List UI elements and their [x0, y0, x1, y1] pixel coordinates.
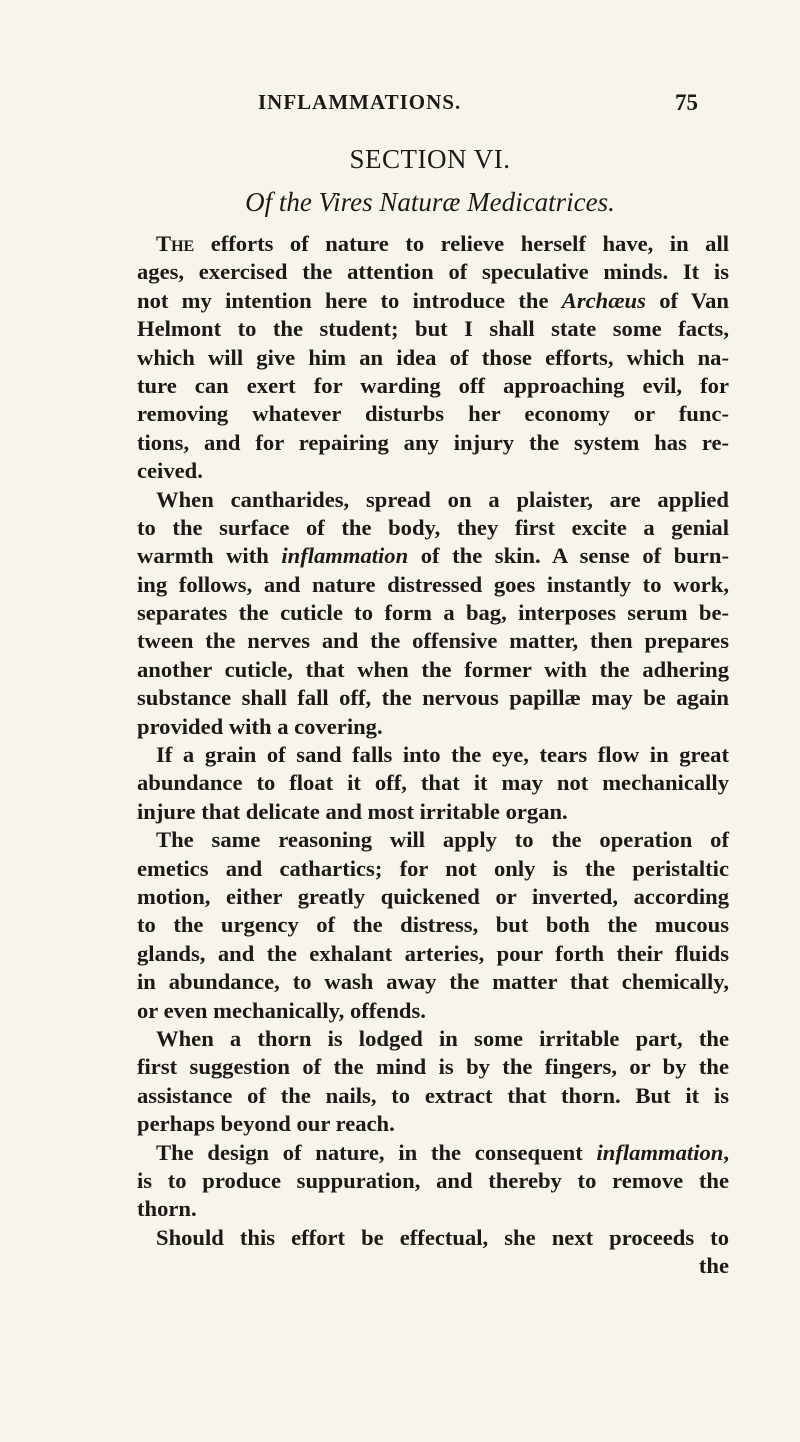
text-line — [137, 1053, 729, 1081]
text-line — [137, 798, 729, 826]
text-line — [137, 741, 729, 769]
text-line — [137, 571, 729, 599]
line-text: to the urgency of the distress, but both the mucous — [137, 912, 729, 938]
line-text: The same reasoning will apply to the operation of — [156, 827, 729, 853]
catchword — [137, 1252, 729, 1280]
line-text: is to produce suppuration, and thereby to remove the — [137, 1167, 729, 1193]
line-text: perhaps beyond our reach. — [137, 1111, 395, 1137]
line-italic: inflammation — [596, 1139, 724, 1165]
line-text-after: , — [723, 1139, 729, 1165]
text-line — [137, 287, 729, 315]
line-lead-word: The — [156, 231, 195, 256]
text-line — [137, 486, 729, 514]
text-line — [137, 315, 729, 343]
line-text: tween the nerves and the offensive matter, then prepares — [137, 628, 729, 654]
text-line — [137, 656, 729, 684]
catchword-text: the — [698, 1253, 729, 1279]
line-text: removing whatever disturbs her economy or func- — [137, 401, 729, 427]
running-title: INFLAMMATIONS. — [258, 90, 462, 114]
text-line — [137, 429, 729, 457]
text-line — [137, 769, 729, 797]
line-text: which will give him an idea of those efforts, which na- — [137, 344, 729, 370]
text-line — [137, 400, 729, 428]
line-text: motion, either greatly quickened or inverted, according — [137, 883, 729, 909]
line-text: When a thorn is lodged in some irritable part, the — [156, 1025, 729, 1051]
line-text: warmth with — [137, 543, 282, 569]
line-italic: inflammation — [281, 543, 409, 569]
line-text: thorn. — [137, 1196, 197, 1222]
text-line — [137, 627, 729, 655]
text-line — [137, 542, 729, 570]
text-line — [137, 1195, 729, 1223]
line-text: tions, and for repairing any injury the system has re- — [137, 429, 729, 455]
text-line — [137, 940, 729, 968]
text-line — [137, 826, 729, 854]
text-line — [137, 883, 729, 911]
line-text: first suggestion of the mind is by the fingers, or by the — [137, 1054, 729, 1080]
line-text: abundance to float it off, that it may not mechanically — [137, 770, 729, 796]
text-line — [137, 1025, 729, 1053]
line-text: If a grain of sand falls into the eye, tears flow in great — [156, 742, 729, 768]
section-subtitle: Of the Vires Naturæ Medicatrices. — [245, 187, 615, 217]
line-text-after: of the skin. A sense of burn- — [408, 543, 729, 569]
text-line — [137, 1110, 729, 1138]
text-line — [137, 372, 729, 400]
text-line — [137, 344, 729, 372]
line-text: When cantharides, spread on a plaister, are applied — [156, 486, 729, 512]
line-text: not my intention here to introduce the — [137, 287, 562, 313]
text-line — [137, 258, 729, 286]
text-line — [137, 1167, 729, 1195]
line-text: to the surface of the body, they first excite a genial — [137, 514, 729, 540]
line-text: assistance of the nails, to extract that thorn. But it is — [137, 1082, 729, 1108]
text-line — [137, 968, 729, 996]
line-italic: Archæus — [561, 287, 646, 313]
line-text: injure that delicate and most irritable organ. — [137, 798, 568, 824]
line-text: substance shall fall off, the nervous papillæ may be again — [137, 685, 729, 711]
line-text: glands, and the exhalant arteries, pour forth their fluids — [137, 940, 729, 966]
line-text: ture can exert for warding off approaching evil, for — [137, 372, 729, 398]
line-text: or even mechanically, offends. — [137, 997, 426, 1023]
line-text-after: of Van — [645, 287, 729, 313]
line-text: The design of nature, in the consequent — [156, 1139, 597, 1165]
section-heading: SECTION VI. — [349, 144, 511, 174]
text-line — [137, 457, 729, 485]
text-line — [137, 1139, 729, 1167]
text-line — [137, 599, 729, 627]
text-line — [137, 684, 729, 712]
line-text: efforts of nature to relieve herself have, in all — [194, 231, 729, 256]
text-line — [137, 911, 729, 939]
running-head — [258, 90, 698, 120]
line-text: ing follows, and nature distressed goes instantly to work, — [137, 571, 729, 597]
text-line — [137, 230, 729, 258]
line-text: Should this effort be effectual, she next proceeds to — [156, 1224, 729, 1250]
text-line — [137, 514, 729, 542]
text-line — [137, 997, 729, 1025]
line-text: separates the cuticle to form a bag, interposes serum be- — [137, 600, 729, 626]
line-text: another cuticle, that when the former with the adhering — [137, 656, 729, 682]
line-text: emetics and cathartics; for not only is the peristaltic — [137, 855, 729, 881]
line-text: Helmont to the student; but I shall state some facts, — [137, 316, 729, 342]
text-line — [137, 713, 729, 741]
line-text: in abundance, to wash away the matter that chemically, — [137, 969, 729, 995]
text-line — [137, 1224, 729, 1252]
line-text: provided with a covering. — [137, 713, 383, 739]
text-line — [137, 855, 729, 883]
body-text — [137, 230, 729, 1280]
line-text: ceived. — [137, 458, 203, 484]
page-number: 75 — [675, 90, 698, 115]
text-line — [137, 1082, 729, 1110]
line-text: ages, exercised the attention of speculative minds. It is — [137, 259, 729, 285]
